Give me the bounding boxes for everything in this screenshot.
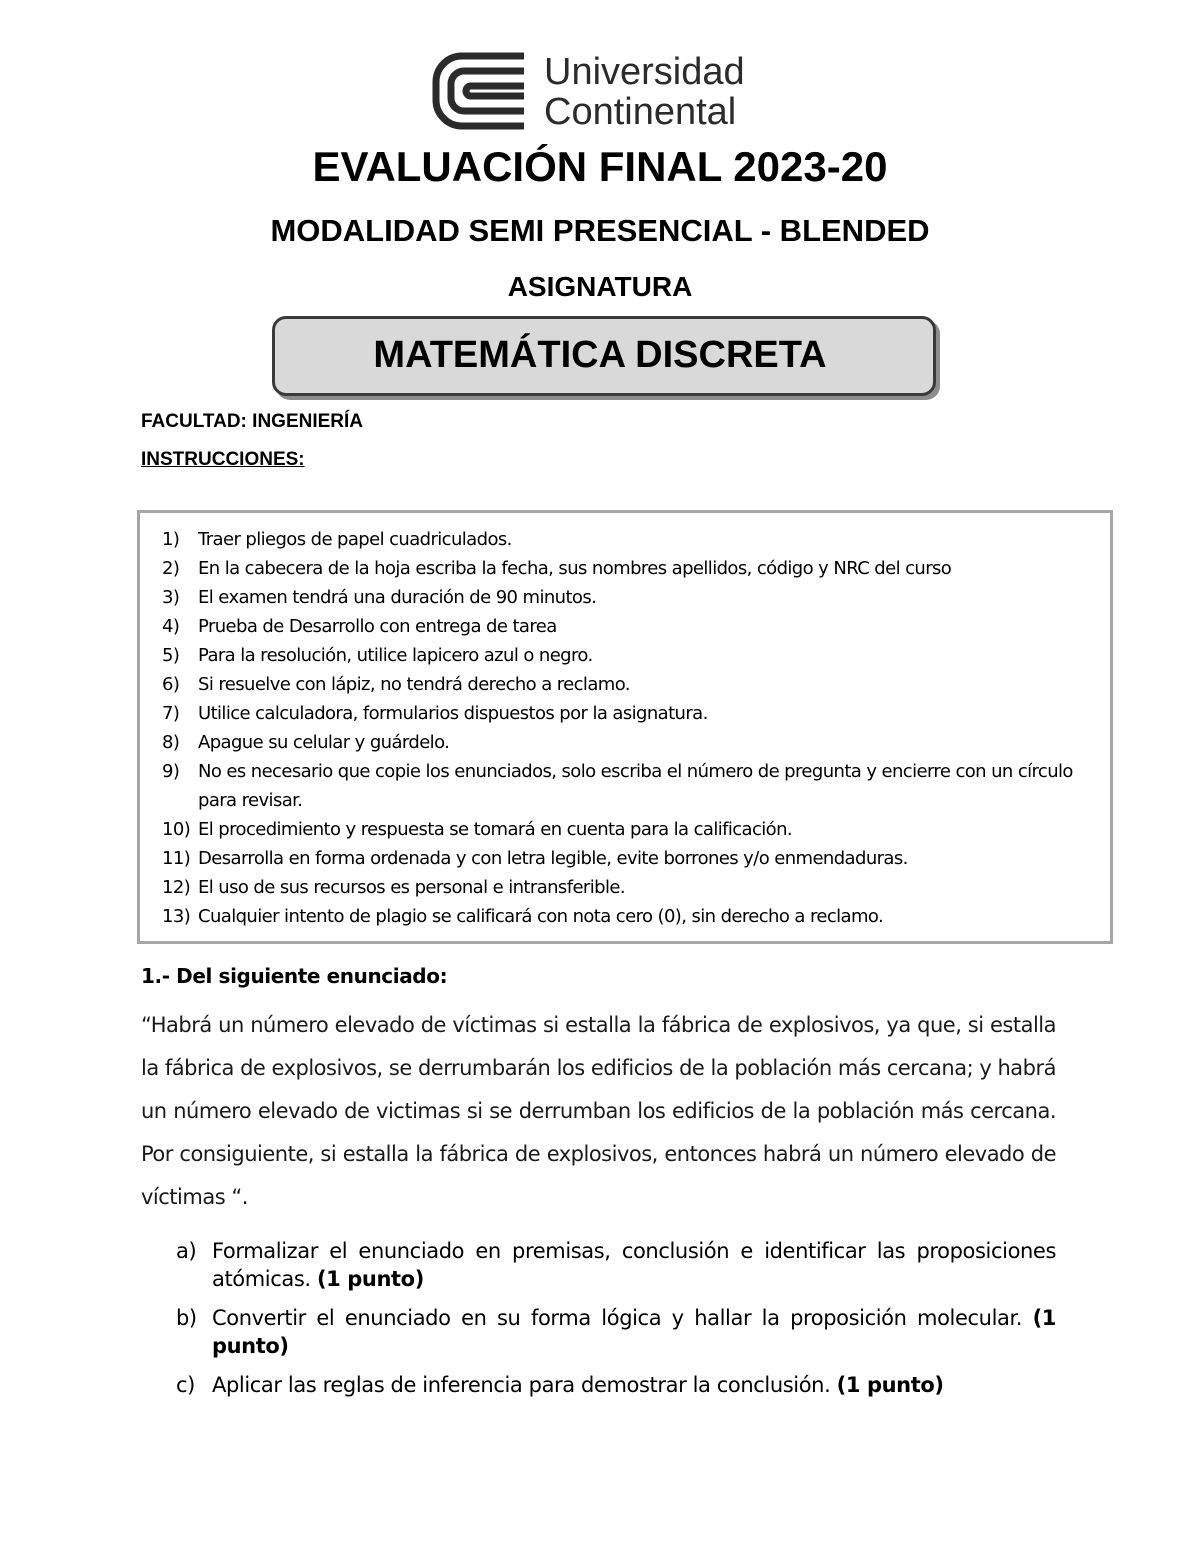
logo-line2: Continental <box>544 91 737 133</box>
instruction-item: 13) Cualquier intento de plagio se calificará con nota cero (0), sin derecho a reclamo. <box>162 906 884 927</box>
instruction-item: 3) El examen tendrá una duración de 90 minutos. <box>162 587 597 608</box>
subquestion-points: (1 punto) <box>836 1373 944 1397</box>
instruction-item: 5) Para la resolución, utilice lapicero azul o negro. <box>162 645 593 666</box>
university-logo <box>432 51 772 133</box>
instruction-item: 9) No es necesario que copie los enunciados, solo escriba el número de pregunta y encierre con un círculo para revisar. <box>162 761 1073 811</box>
logo-text <box>544 52 745 132</box>
question-1a <box>176 1237 1056 1293</box>
subquestion-points: (1 punto) <box>212 1306 1056 1358</box>
question-1b <box>176 1304 1056 1360</box>
instructions-heading: INSTRUCCIONES: <box>141 449 305 470</box>
instruction-item: 2) En la cabecera de la hoja escriba la fecha, sus nombres apellidos, código y NRC del curso <box>162 558 952 579</box>
asignatura-label: ASIGNATURA <box>507 271 693 302</box>
subquestion-text: Convertir el enunciado en su forma lógica y hallar la proposición molecular. <box>212 1306 1023 1330</box>
question-1-statement: “Habrá un número elevado de víctimas si estalla la fábrica de explosivos, ya que, si estalla la fábrica de explosivos, se derrumbarán los edificios de la población más cercana; y habrá un número elevado de victimas si se derrumban los edificios de la población más cercana. Por consiguiente, si estalla la fábrica de explosivos, entonces habrá un número elevado de víctimas “. <box>141 1013 1056 1209</box>
subquestion-points: (1 punto) <box>316 1267 424 1291</box>
subquestion-letter: a) <box>176 1239 197 1263</box>
instructions-list <box>140 525 1100 931</box>
subquestion-text: Aplicar las reglas de inferencia para demostrar la conclusión. <box>212 1373 831 1397</box>
subquestion-text: Formalizar el enunciado en premisas, conclusión e identificar las proposiciones atómicas. <box>212 1239 1056 1291</box>
course-name-box <box>272 316 936 396</box>
question-1c <box>176 1371 1056 1399</box>
course-name: MATEMÁTICA DISCRETA <box>373 334 827 376</box>
logo-line1: Universidad <box>544 51 745 93</box>
instruction-item: 10) El procedimiento y respuesta se tomará en cuenta para la calificación. <box>162 819 793 840</box>
subquestion-letter: c) <box>176 1373 195 1397</box>
faculty-label: FACULTAD: INGENIERÍA <box>141 411 364 432</box>
instruction-item: 12) El uso de sus recursos es personal e intransferible. <box>162 877 625 898</box>
instruction-item: 7) Utilice calculadora, formularios dispuestos por la asignatura. <box>162 703 708 724</box>
exam-title: EVALUACIÓN FINAL 2023-20 <box>312 143 888 190</box>
continental-c-icon <box>432 52 532 130</box>
instructions-box <box>137 510 1113 944</box>
instruction-item: 8) Apague su celular y guárdelo. <box>162 732 450 753</box>
instruction-item: 6) Si resuelve con lápiz, no tendrá derecho a reclamo. <box>162 674 630 695</box>
subquestion-letter: b) <box>176 1306 197 1330</box>
instruction-item: 1) Traer pliegos de papel cuadriculados. <box>162 529 512 550</box>
question-1-title: 1.- Del siguiente enunciado: <box>141 964 448 988</box>
instruction-item: 11) Desarrolla en forma ordenada y con letra legible, evite borrones y/o enmendaduras. <box>162 848 908 869</box>
instruction-item: 4) Prueba de Desarrollo con entrega de tarea <box>162 616 557 637</box>
exam-modality: MODALIDAD SEMI PRESENCIAL - BLENDED <box>270 213 930 248</box>
